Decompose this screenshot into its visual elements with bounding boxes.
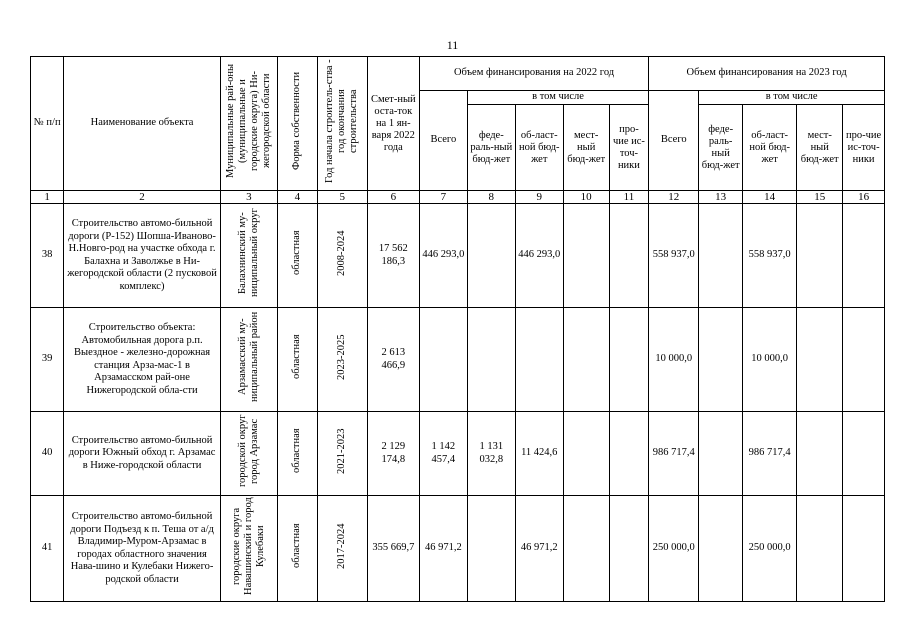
- header-2023-local: мест-ный бюд-жет: [797, 105, 843, 191]
- ownership-text: областная: [291, 334, 303, 380]
- column-number: 8: [467, 191, 515, 204]
- financing-table: [30, 56, 885, 602]
- row-number: 38: [31, 204, 64, 308]
- object-name: Строительство объекта: Автомобильная дорога р.п. Выездное - железно-дорожная станция Арза-мас-1 в Арзамасском рай-оне Нижегородской обла-сти: [64, 308, 220, 412]
- district-text: городские округа Навашинский и город Кулебаки: [230, 497, 266, 596]
- header-years: [317, 57, 367, 191]
- y2022-local: [563, 496, 609, 602]
- column-number: 12: [649, 191, 699, 204]
- years-cell: [317, 308, 367, 412]
- table-row: [31, 412, 885, 496]
- y2022-federal: [467, 308, 515, 412]
- ownership-text: областная: [291, 230, 303, 276]
- district-text: Арзамасский му-ниципальный район: [236, 312, 260, 403]
- remainder-cell: 2 613 466,9: [367, 308, 419, 412]
- row-number: 39: [31, 308, 64, 412]
- y2022-total: 446 293,0: [419, 204, 467, 308]
- header-2022-total: Всего: [419, 91, 467, 191]
- y2023-local: [797, 412, 843, 496]
- y2022-oblast: 11 424,6: [515, 412, 563, 496]
- page-number: 11: [446, 38, 459, 52]
- y2022-local: [563, 204, 609, 308]
- y2022-other: [609, 412, 649, 496]
- header-name: Наименование объекта: [64, 57, 220, 191]
- years-cell: [317, 204, 367, 308]
- y2023-federal: [699, 308, 743, 412]
- y2022-local: [563, 412, 609, 496]
- years-cell: [317, 412, 367, 496]
- ownership-cell: [278, 204, 318, 308]
- column-number: 1: [31, 191, 64, 204]
- header-2022-other: про-чие ис-точ-ники: [609, 105, 649, 191]
- object-name: Строительство автомо-бильной дороги (Р-152) Шопша-Иваново-Н.Новго-род на участке обхода г. Балахна и Заволжье в Ни-жегородской области (2 пусковой комплекс): [64, 204, 220, 308]
- column-number: 6: [367, 191, 419, 204]
- header-2023-oblast: об-ласт-ной бюд-жет: [743, 105, 797, 191]
- row-number: 41: [31, 496, 64, 602]
- header-2022-federal: феде-раль-ный бюд-жет: [467, 105, 515, 191]
- y2023-total: 10 000,0: [649, 308, 699, 412]
- header-fin-2023: Объем финансирования на 2023 год: [649, 57, 885, 91]
- column-number: 2: [64, 191, 220, 204]
- row-number: 40: [31, 412, 64, 496]
- column-number: 5: [317, 191, 367, 204]
- column-number: 13: [699, 191, 743, 204]
- y2023-local: [797, 308, 843, 412]
- y2022-other: [609, 496, 649, 602]
- years-text: 2023-2025: [336, 334, 348, 380]
- header-years-text: Год начала строитель-ства - год окончания строительства: [324, 59, 360, 184]
- y2022-oblast: 46 971,2: [515, 496, 563, 602]
- header-2023-total: Всего: [649, 91, 699, 191]
- years-text: 2021-2023: [336, 428, 348, 474]
- y2023-other: [843, 412, 885, 496]
- y2022-oblast: 446 293,0: [515, 204, 563, 308]
- column-number-row: [31, 191, 885, 204]
- object-name: Строительство автомо-бильной дороги Южный обход г. Арзамас в Ниже-городской области: [64, 412, 220, 496]
- header-ownership-text: Форма собственности: [291, 72, 303, 171]
- table-row: [31, 496, 885, 602]
- y2022-total: 46 971,2: [419, 496, 467, 602]
- y2023-oblast: 10 000,0: [743, 308, 797, 412]
- district-cell: [220, 496, 277, 602]
- y2023-total: 558 937,0: [649, 204, 699, 308]
- remainder-cell: 2 129 174,8: [367, 412, 419, 496]
- ownership-cell: [278, 412, 318, 496]
- y2023-other: [843, 496, 885, 602]
- years-cell: [317, 496, 367, 602]
- column-number: 10: [563, 191, 609, 204]
- ownership-text: областная: [291, 523, 303, 569]
- table-row: [31, 204, 885, 308]
- y2023-federal: [699, 204, 743, 308]
- ownership-text: областная: [291, 428, 303, 474]
- column-number: 3: [220, 191, 277, 204]
- column-number: 14: [743, 191, 797, 204]
- y2023-local: [797, 496, 843, 602]
- column-number: 4: [278, 191, 318, 204]
- years-text: 2017-2024: [336, 523, 348, 569]
- y2022-federal: [467, 496, 515, 602]
- y2023-other: [843, 308, 885, 412]
- header-ownership: [278, 57, 318, 191]
- y2023-local: [797, 204, 843, 308]
- column-number: 9: [515, 191, 563, 204]
- header-district-text: Муниципальные рай-оны (муниципальные и городские округа) Ни-жегородской области: [224, 64, 272, 179]
- table-row: [31, 308, 885, 412]
- column-number: 15: [797, 191, 843, 204]
- header-2022-incl: в том числе: [467, 91, 648, 105]
- y2022-total: [419, 308, 467, 412]
- object-name: Строительство автомо-бильной дороги Подъезд к п. Теша от а/д Владимир-Муром-Арзамас в городах областного значения Нава-шино и Кулебаки Нижего-родской области: [64, 496, 220, 602]
- district-cell: [220, 412, 277, 496]
- header-num: № п/п: [31, 57, 64, 191]
- y2023-total: 250 000,0: [649, 496, 699, 602]
- y2023-oblast: 250 000,0: [743, 496, 797, 602]
- y2023-other: [843, 204, 885, 308]
- y2022-local: [563, 308, 609, 412]
- years-text: 2008-2024: [336, 230, 348, 276]
- column-number: 7: [419, 191, 467, 204]
- remainder-cell: 17 562 186,3: [367, 204, 419, 308]
- y2022-federal: [467, 204, 515, 308]
- header-remainder: Смет-ный оста-ток на 1 ян-варя 2022 года: [367, 57, 419, 191]
- y2022-federal: 1 131 032,8: [467, 412, 515, 496]
- y2022-oblast: [515, 308, 563, 412]
- header-fin-2022: Объем финансирования на 2022 год: [419, 57, 648, 91]
- y2022-other: [609, 308, 649, 412]
- ownership-cell: [278, 308, 318, 412]
- y2023-oblast: 986 717,4: [743, 412, 797, 496]
- y2022-other: [609, 204, 649, 308]
- header-district: [220, 57, 277, 191]
- header-2023-incl: в том числе: [699, 91, 885, 105]
- header-2023-other: про-чие ис-точ-ники: [843, 105, 885, 191]
- district-cell: [220, 308, 277, 412]
- header-2022-oblast: об-ласт-ной бюд-жет: [515, 105, 563, 191]
- header-row: [31, 57, 885, 91]
- y2023-federal: [699, 412, 743, 496]
- ownership-cell: [278, 496, 318, 602]
- header-2022-local: мест-ный бюд-жет: [563, 105, 609, 191]
- district-text: городской округ город Арзамас: [236, 414, 260, 488]
- column-number: 16: [843, 191, 885, 204]
- district-cell: [220, 204, 277, 308]
- y2022-total: 1 142 457,4: [419, 412, 467, 496]
- y2023-total: 986 717,4: [649, 412, 699, 496]
- y2023-oblast: 558 937,0: [743, 204, 797, 308]
- remainder-cell: 355 669,7: [367, 496, 419, 602]
- header-2023-federal: феде-раль-ный бюд-жет: [699, 105, 743, 191]
- column-number: 11: [609, 191, 649, 204]
- district-text: Балахнинский му-ниципальный округ: [236, 208, 260, 298]
- y2023-federal: [699, 496, 743, 602]
